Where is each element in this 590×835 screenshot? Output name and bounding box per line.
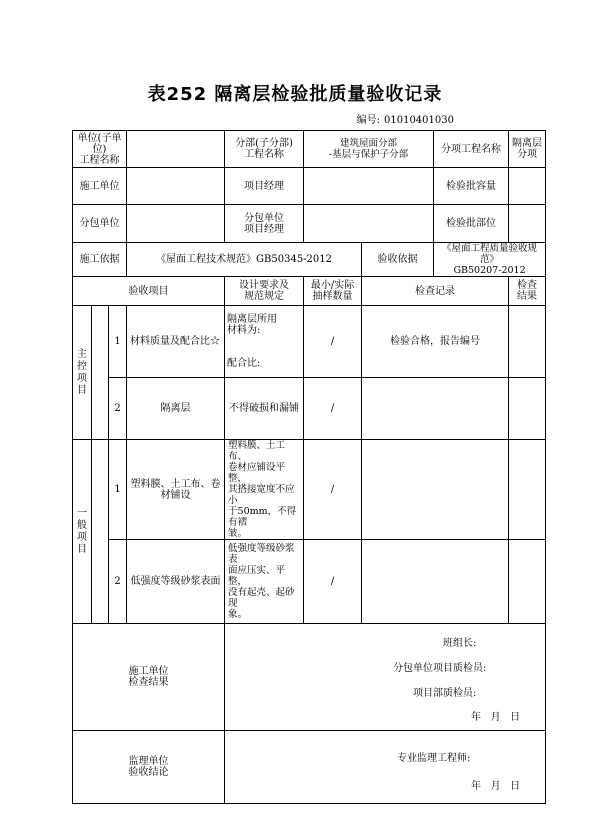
page-title: 表252 隔离层检验批质量验收记录 xyxy=(147,84,443,105)
construction-basis-label: 施工依据 xyxy=(73,243,127,277)
supervision-date-label: 年 月 日 xyxy=(471,781,521,792)
row-2-num: 2 xyxy=(109,378,127,440)
item-name-value: 隔离层分项 xyxy=(509,131,546,168)
general-group-label: 一般项目 xyxy=(73,440,92,624)
row-3-design: 塑料膜、土工布、 卷材应铺设平整， 其搭接宽度不应小 于50mm，不得有褶 皱。 xyxy=(225,440,304,540)
construction-check-area[interactable] xyxy=(225,624,546,731)
subcontract-unit-label: 分包单位 xyxy=(73,205,127,243)
col-result-header: 检查 结果 xyxy=(509,277,546,306)
row-3-item: 塑料膜、土工布、卷 材铺设 xyxy=(127,440,225,540)
row-2-item: 隔离层 xyxy=(127,378,225,440)
serial-label: 编号: xyxy=(356,115,380,126)
row-1-num: 1 xyxy=(109,306,127,378)
construction-unit-value[interactable] xyxy=(127,168,225,205)
team-leader-label: 班组长: xyxy=(443,638,477,649)
item-name-label: 分项工程名称 xyxy=(434,131,509,168)
acceptance-basis-label: 验收依据 xyxy=(362,243,434,277)
project-manager-value[interactable] xyxy=(304,168,434,205)
row-2-sample: / xyxy=(304,378,362,440)
general-group-spacer xyxy=(92,440,109,624)
row-3-result[interactable] xyxy=(509,440,546,540)
construction-unit-label: 施工单位 xyxy=(73,168,127,205)
col-items-header: 验收项目 xyxy=(73,277,225,306)
unit-name-label: 单位(子单位) 工程名称 xyxy=(73,131,127,168)
supervision-engineer-label: 专业监理工程师: xyxy=(397,753,471,764)
col-sample-header: 最小/实际 抽样数量 xyxy=(304,277,362,306)
unit-name-value[interactable] xyxy=(127,131,225,168)
sub-inspector-label: 分包单位项目质检员: xyxy=(393,663,487,674)
row-2-design: 不得破损和漏铺 xyxy=(225,378,304,440)
acceptance-basis-value: 《屋面工程质量验收规范》 GB50207-2012 xyxy=(434,243,546,277)
row-1-item: 材料质量及配合比☆ xyxy=(127,306,225,378)
row-4-record[interactable] xyxy=(362,540,509,624)
construction-date-label: 年 月 日 xyxy=(471,712,521,723)
row-3-record[interactable] xyxy=(362,440,509,540)
row-1-design: 隔离层所用 材料为: 配合比: xyxy=(225,306,304,378)
subsection-label: 分部(子分部) 工程名称 xyxy=(225,131,304,168)
col-record-header: 检查记录 xyxy=(362,277,509,306)
row-4-sample: / xyxy=(304,540,362,624)
row-1-record[interactable]: 检验合格，报告编号 xyxy=(362,306,509,378)
batch-location-value[interactable] xyxy=(509,205,546,243)
row-4-num: 2 xyxy=(109,540,127,624)
inspection-table xyxy=(72,130,546,804)
subcontract-unit-value[interactable] xyxy=(127,205,225,243)
construction-basis-value: 《屋面工程技术规范》GB50345-2012 xyxy=(127,243,362,277)
subcontract-manager-value[interactable] xyxy=(304,205,434,243)
main-group-spacer xyxy=(92,306,109,440)
batch-capacity-label: 检验批容量 xyxy=(434,168,509,205)
row-1-sample: / xyxy=(304,306,362,378)
project-manager-label: 项目经理 xyxy=(225,168,304,205)
row-2-result[interactable] xyxy=(509,378,546,440)
subsection-value: 建筑屋面分部 -基层与保护子分部 xyxy=(304,131,434,168)
row-1-result[interactable] xyxy=(509,306,546,378)
serial-value: 01010401030 xyxy=(384,115,454,126)
row-4-result[interactable] xyxy=(509,540,546,624)
subcontract-manager-label: 分包单位 项目经理 xyxy=(225,205,304,243)
row-4-item: 低强度等级砂浆表面 xyxy=(127,540,225,624)
row-3-sample: / xyxy=(304,440,362,540)
inspector-label: 项目部质检员: xyxy=(413,688,477,699)
row-4-design: 低强度等级砂浆表 面应压实、平整， 没有起壳、起砂现 象。 xyxy=(225,540,304,624)
serial-number xyxy=(340,111,545,126)
batch-capacity-value[interactable] xyxy=(509,168,546,205)
construction-check-label: 施工单位 检查结果 xyxy=(73,624,225,731)
supervision-area[interactable] xyxy=(225,731,546,804)
row-3-num: 1 xyxy=(109,440,127,540)
supervision-label: 监理单位 验收结论 xyxy=(73,731,225,804)
main-group-label: 主控项目 xyxy=(73,306,92,440)
row-2-record[interactable] xyxy=(362,378,509,440)
col-design-header: 设计要求及 规范规定 xyxy=(225,277,304,306)
batch-location-label: 检验批部位 xyxy=(434,205,509,243)
